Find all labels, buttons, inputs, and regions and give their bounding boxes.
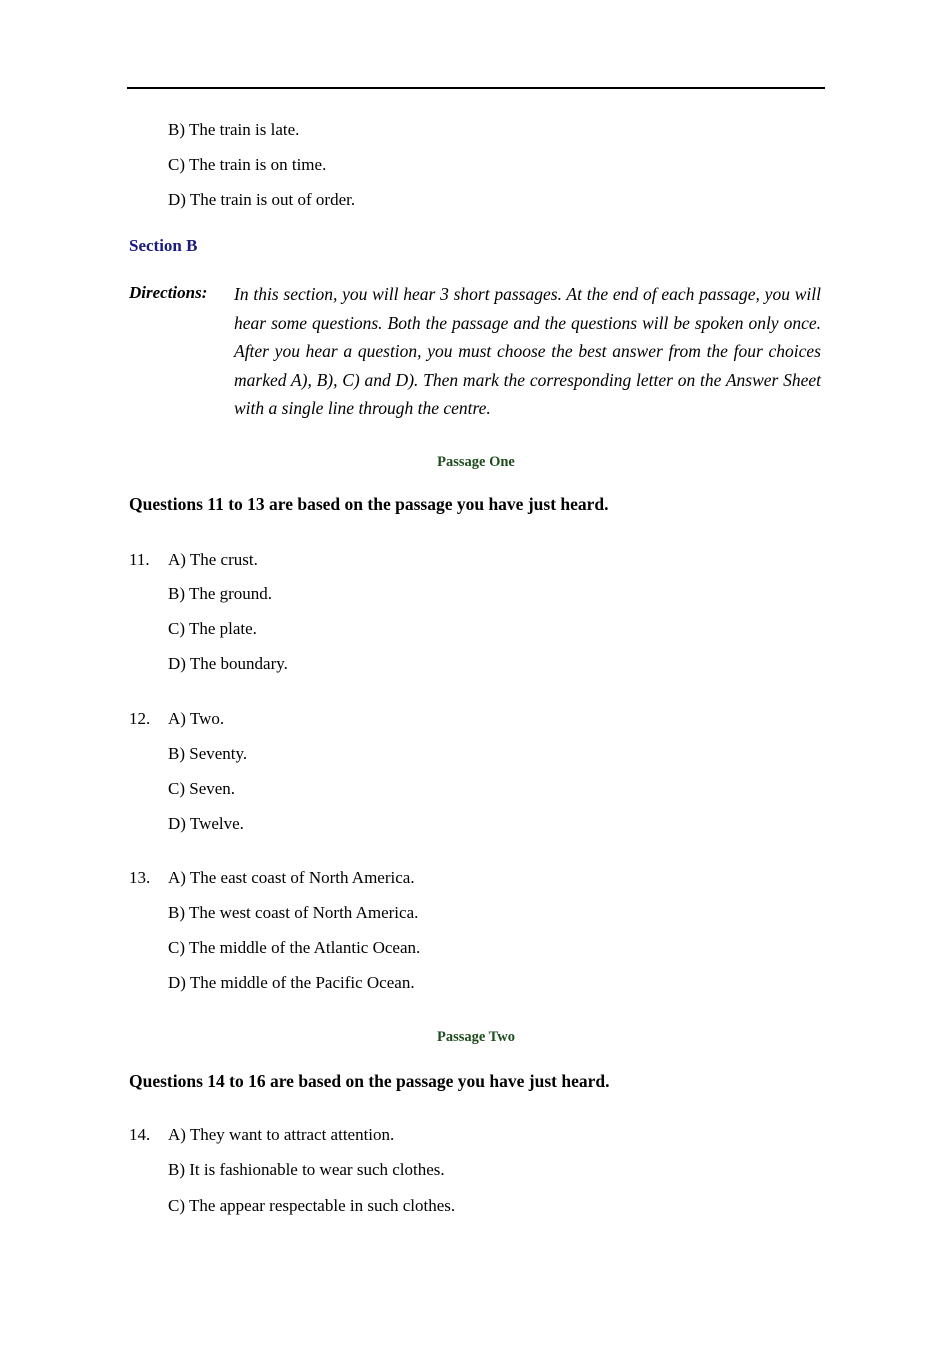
option-a: A) Two. xyxy=(168,709,225,728)
option-d: D) Twelve. xyxy=(168,814,244,833)
directions-label: Directions: xyxy=(129,283,208,302)
question-number: 12. xyxy=(129,709,151,728)
question-number: 13. xyxy=(129,868,151,887)
section-title: Section B xyxy=(129,236,198,255)
option-a: A) They want to attract attention. xyxy=(168,1125,395,1144)
passage-one-title: Passage One xyxy=(437,454,515,470)
option-a: A) The crust. xyxy=(168,550,258,569)
passage-two-title: Passage Two xyxy=(436,1029,515,1045)
option-d: D) The middle of the Pacific Ocean. xyxy=(168,973,415,992)
header-rule xyxy=(127,87,825,89)
option-b: B) The west coast of North America. xyxy=(168,903,419,922)
passage-two-heading: Questions 14 to 16 are based on the passage you have just heard. xyxy=(129,1071,610,1091)
option-c: C) The train is on time. xyxy=(168,155,327,174)
question-number: 11. xyxy=(129,550,150,569)
option-d: D) The train is out of order. xyxy=(168,190,356,209)
option-b: B) The train is late. xyxy=(168,120,300,139)
option-b: B) The ground. xyxy=(168,584,273,603)
passage-one-heading: Questions 11 to 13 are based on the passage you have just heard. xyxy=(129,494,609,514)
option-d: D) The boundary. xyxy=(168,654,288,673)
directions-text: In this section, you will hear 3 short passages. At the end of each passage, you will hear some questions. Both the passage and the questions will be spoken only once. After you hear a question, you must choose the best answer from the four choices marked A), B), C) and D). Then mark the corresponding letter on the Answer Sheet with a single line through the centre. xyxy=(234,284,821,418)
option-c: C) The appear respectable in such clothes. xyxy=(168,1196,456,1215)
option-b: B) Seventy. xyxy=(168,744,248,763)
option-c: C) The plate. xyxy=(168,619,257,638)
question-number: 14. xyxy=(129,1125,151,1144)
option-c: C) Seven. xyxy=(168,779,236,798)
option-b: B) It is fashionable to wear such clothes. xyxy=(168,1160,445,1179)
option-a: A) The east coast of North America. xyxy=(168,868,415,887)
option-c: C) The middle of the Atlantic Ocean. xyxy=(168,938,421,957)
